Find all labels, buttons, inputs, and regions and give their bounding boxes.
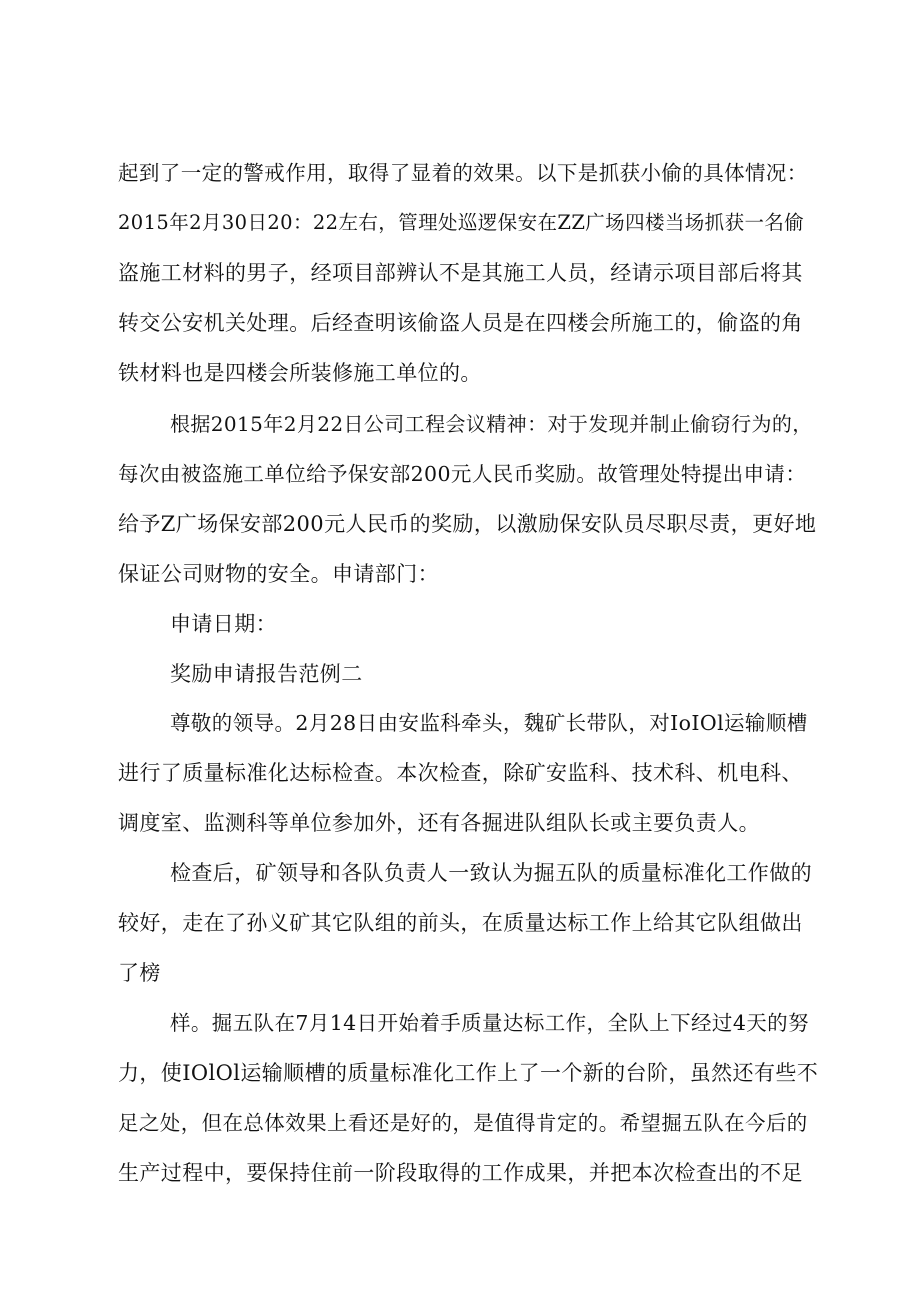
paragraph-line: 进行了质量标准化达标检查。本次检查，除矿安监科、技术科、机电科、	[118, 761, 803, 785]
paragraph-line: 起到了一定的警戒作用，取得了显着的效果。以下是抓获小偷的具体情况：	[118, 161, 808, 185]
paragraph-line: 盗施工材料的男子，经项目部辨认不是其施工人员，经请示项目部后将其	[118, 261, 803, 285]
paragraph-line: 力，使IOlOl运输顺槽的质量标准化工作上了一个新的台阶，虽然还有些不	[118, 1061, 819, 1085]
paragraph-line: 每次由被盗施工单位给予保安部200元人民币奖励。故管理处特提出申请：	[118, 462, 807, 486]
section-heading: 奖励申请报告范例二	[170, 662, 363, 686]
paragraph-line: 样。掘五队在7月14日开始着手质量达标工作，全队上下经过4天的努	[170, 1011, 809, 1035]
paragraph-line: 根据2015年2月22日公司工程会议精神：对于发现并制止偷窃行为的，	[170, 412, 813, 436]
paragraph-line: 较好，走在了孙义矿其它队组的前头，在质量达标工作上给其它队组做出	[118, 911, 803, 935]
paragraph-line: 生产过程中，要保持住前一阶段取得的工作成果，并把本次检查出的不足	[118, 1161, 803, 1185]
paragraph-line: 保证公司财物的安全。申请部门：	[118, 562, 439, 586]
apply-date-label: 申请日期：	[170, 612, 277, 636]
paragraph-line: 检查后，矿领导和各队负责人一致认为掘五队的质量标准化工作做的	[170, 861, 812, 885]
paragraph-line: 调度室、监测科等单位参加外，还有各掘进队组队长或主要负责人。	[118, 811, 760, 835]
paragraph-line: 铁材料也是四楼会所装修施工单位的。	[118, 361, 482, 385]
paragraph-line: 给予Z广场保安部200元人民币的奖励，以激励保安队员尽职尽责，更好地	[118, 512, 817, 536]
paragraph-line: 2015年2月30日20：22左右，管理处巡逻保安在ZZ广场四楼当场抓获一名偷	[118, 211, 805, 234]
paragraph-line: 足之处，但在总体效果上看还是好的，是值得肯定的。希望掘五队在今后的	[118, 1111, 808, 1135]
paragraph-line: 转交公安机关处理。后经查明该偷盗人员是在四楼会所施工的，偷盗的角	[118, 311, 803, 335]
paragraph-line: 尊敬的领导。2月28日由安监科牵头，魏矿长带队，对IoIOl运输顺槽	[170, 711, 808, 735]
paragraph-line: 了榜	[118, 961, 161, 985]
